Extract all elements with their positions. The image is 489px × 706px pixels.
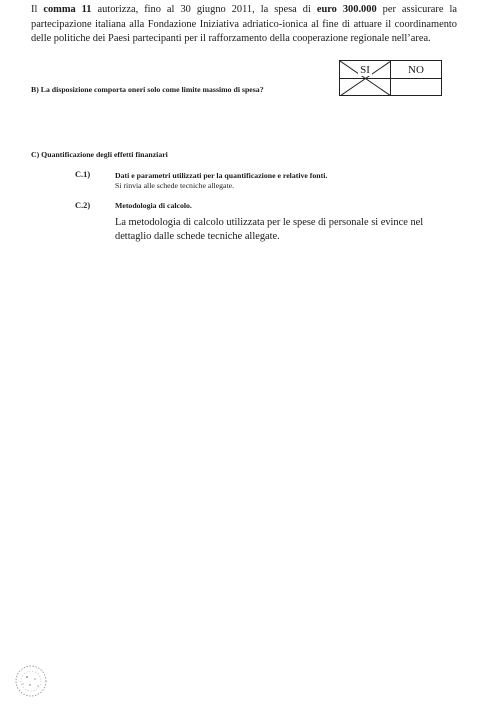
si-cell xyxy=(340,61,391,78)
no-label: NO xyxy=(408,63,424,76)
si-body-cell xyxy=(340,79,391,95)
intro-text-1: Il xyxy=(31,4,44,15)
no-cell xyxy=(391,61,441,78)
c1-body: Si rinvia alle schede tecniche allegate. xyxy=(115,181,235,190)
si-no-header-row xyxy=(340,61,441,79)
c1-number: C.1) xyxy=(75,170,91,179)
intro-comma-bold: comma 11 xyxy=(43,4,92,15)
c1-title: Dati e parametri utilizzati per la quantificazione e relative fonti. xyxy=(115,171,328,180)
intro-text-2: autorizza, fino al 30 giugno 2011, la spesa di xyxy=(91,4,317,15)
no-body-cell xyxy=(391,79,441,95)
intro-text-3: per assicurare la partecipazione italiana alla Fondazione Iniziativa adriatico-ionica al fine di attuare il coordinamento delle politiche dei Paesi partecipanti per il rafforzamento della cooperazione regionale nell’area. xyxy=(31,4,457,45)
c2-number: C.2) xyxy=(75,201,91,210)
si-no-table xyxy=(339,60,442,96)
intro-amount-bold: euro 300.000 xyxy=(316,4,377,15)
si-no-body-row xyxy=(340,79,441,95)
section-b-question: B) La disposizione comporta oneri solo come limite massimo di spesa? xyxy=(31,85,264,94)
si-label: SI xyxy=(360,63,370,76)
intro-paragraph xyxy=(31,3,457,47)
c2-title: Metodologia di calcolo. xyxy=(115,201,192,210)
stamp-icon xyxy=(14,664,48,698)
c2-body: La metodologia di calcolo utilizzata per le spese di personale si evince nel dettaglio dalle schede tecniche allegate. xyxy=(115,217,424,243)
section-c-title: C) Quantificazione degli effetti finanziari xyxy=(31,150,168,159)
